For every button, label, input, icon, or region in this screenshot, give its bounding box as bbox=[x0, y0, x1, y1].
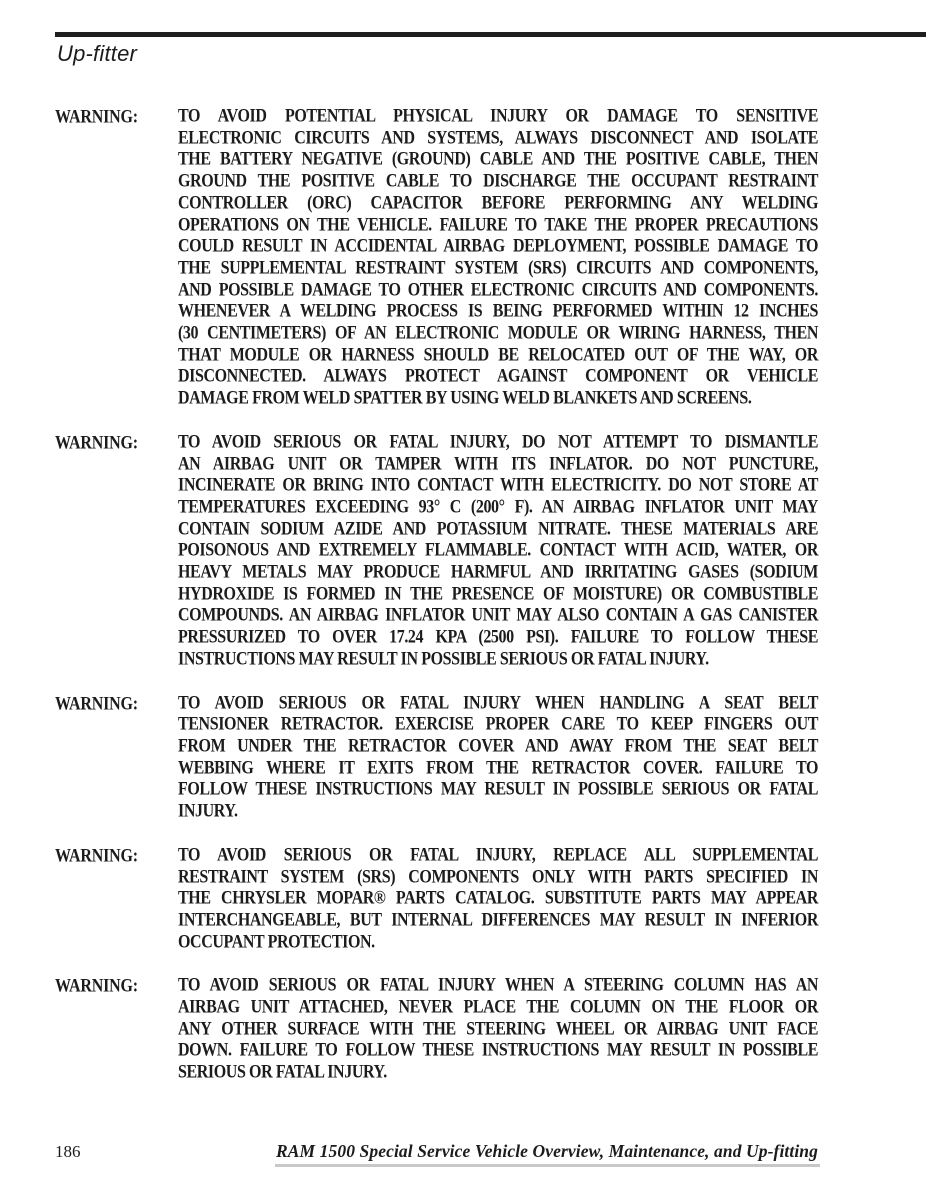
warning-line: THE SUPPLEMENTAL RESTRAINT SYSTEM (SRS) CIRCUITS AND COMPONENTS, bbox=[178, 258, 818, 279]
warning-label: WARNING: bbox=[55, 845, 138, 866]
warning-text bbox=[178, 975, 818, 1084]
warning-line: POISONOUS AND EXTREMELY FLAMMABLE. CONTACT WITH ACID, WATER, OR bbox=[178, 540, 818, 561]
warning-text bbox=[178, 106, 818, 410]
warning-line: THE CHRYSLER MOPAR® PARTS CATALOG. SUBSTITUTE PARTS MAY APPEAR bbox=[178, 888, 818, 909]
warning-line: TEMPERATURES EXCEEDING 93° C (200° F). AN AIRBAG INFLATOR UNIT MAY bbox=[178, 497, 818, 518]
warning-line: TO AVOID SERIOUS OR FATAL INJURY WHEN A STEERING COLUMN HAS AN bbox=[178, 975, 818, 996]
warning-line: ELECTRONIC CIRCUITS AND SYSTEMS, ALWAYS DISCONNECT AND ISOLATE bbox=[178, 128, 818, 149]
warning-line: AN AIRBAG UNIT OR TAMPER WITH ITS INFLATOR. DO NOT PUNCTURE, bbox=[178, 453, 818, 475]
warning-text bbox=[178, 432, 818, 671]
page-heading: Up-fitter bbox=[57, 41, 138, 66]
warning-line: AIRBAG UNIT ATTACHED, NEVER PLACE THE COLUMN ON THE FLOOR OR bbox=[178, 997, 818, 1018]
footer-rule bbox=[275, 1164, 820, 1167]
warning-line: TO AVOID SERIOUS OR FATAL INJURY, DO NOT ATTEMPT TO DISMANTLE bbox=[178, 432, 818, 453]
warning-line: DAMAGE FROM WELD SPATTER BY USING WELD BLANKETS AND SCREENS. bbox=[178, 388, 752, 409]
page-number: 186 bbox=[55, 1142, 81, 1161]
warning-line: HYDROXIDE IS FORMED IN THE PRESENCE OF MOISTURE) OR COMBUSTIBLE bbox=[178, 584, 818, 605]
warning-text bbox=[178, 693, 818, 823]
warning-line: THAT MODULE OR HARNESS SHOULD BE RELOCATED OUT OF THE WAY, OR bbox=[178, 345, 818, 366]
warning-line: INSTRUCTIONS MAY RESULT IN POSSIBLE SERIOUS OR FATAL INJURY. bbox=[178, 649, 709, 670]
warning-text bbox=[178, 845, 818, 954]
warning-line: WHENEVER A WELDING PROCESS IS BEING PERFORMED WITHIN 12 INCHES bbox=[178, 301, 818, 322]
warning-line: OPERATIONS ON THE VEHICLE. FAILURE TO TAKE THE PROPER PRECAUTIONS bbox=[178, 214, 818, 235]
warning-line: ANY OTHER SURFACE WITH THE STEERING WHEEL OR AIRBAG UNIT FACE bbox=[178, 1019, 818, 1040]
warning-line: INTERCHANGEABLE, BUT INTERNAL DIFFERENCES MAY RESULT IN INFERIOR bbox=[178, 910, 818, 931]
warning-line: THE BATTERY NEGATIVE (GROUND) CABLE AND THE POSITIVE CABLE, THEN bbox=[178, 149, 818, 170]
warning-row bbox=[55, 432, 818, 671]
warning-line: TENSIONER RETRACTOR. EXERCISE PROPER CARE TO KEEP FINGERS OUT bbox=[178, 714, 818, 735]
warning-line: PRESSURIZED TO OVER 17.24 KPA (2500 PSI). FAILURE TO FOLLOW THESE bbox=[178, 627, 818, 648]
warning-line: CONTROLLER (ORC) CAPACITOR BEFORE PERFORMING ANY WELDING bbox=[178, 193, 818, 214]
warning-line: DOWN. FAILURE TO FOLLOW THESE INSTRUCTIONS MAY RESULT IN POSSIBLE bbox=[178, 1040, 818, 1061]
header-rule bbox=[55, 32, 926, 37]
warning-line: TO AVOID SERIOUS OR FATAL INJURY WHEN HANDLING A SEAT BELT bbox=[178, 692, 818, 714]
warning-line: (30 CENTIMETERS) OF AN ELECTRONIC MODULE OR WIRING HARNESS, THEN bbox=[178, 323, 818, 344]
warning-line: INCINERATE OR BRING INTO CONTACT WITH ELECTRICITY. DO NOT STORE AT bbox=[178, 475, 818, 496]
warning-line: COULD RESULT IN ACCIDENTAL AIRBAG DEPLOYMENT, POSSIBLE DAMAGE TO bbox=[178, 236, 818, 257]
warning-row bbox=[55, 693, 818, 823]
warning-label: WARNING: bbox=[55, 106, 138, 128]
warning-row bbox=[55, 975, 818, 1084]
warning-line: WEBBING WHERE IT EXITS FROM THE RETRACTOR COVER. FAILURE TO bbox=[178, 758, 818, 779]
warning-line: OCCUPANT PROTECTION. bbox=[178, 932, 375, 953]
page-footer bbox=[55, 1141, 818, 1162]
warning-row bbox=[55, 106, 818, 410]
warning-line: AND POSSIBLE DAMAGE TO OTHER ELECTRONIC CIRCUITS AND COMPONENTS. bbox=[178, 280, 818, 301]
warning-label: WARNING: bbox=[55, 693, 138, 714]
warning-line: DISCONNECTED. ALWAYS PROTECT AGAINST COMPONENT OR VEHICLE bbox=[178, 366, 818, 387]
warning-label: WARNING: bbox=[55, 976, 138, 997]
footer-title: RAM 1500 Special Service Vehicle Overview, Maintenance, and Up-fitting bbox=[275, 1141, 818, 1161]
warning-line: COMPOUNDS. AN AIRBAG INFLATOR UNIT MAY ALSO CONTAIN A GAS CANISTER bbox=[178, 605, 818, 626]
warning-line: FROM UNDER THE RETRACTOR COVER AND AWAY FROM THE SEAT BELT bbox=[178, 736, 818, 757]
warning-line: SERIOUS OR FATAL INJURY. bbox=[178, 1062, 387, 1083]
warning-row bbox=[55, 845, 818, 954]
warnings bbox=[55, 106, 818, 1106]
warning-line: INJURY. bbox=[178, 801, 238, 822]
warning-line: FOLLOW THESE INSTRUCTIONS MAY RESULT IN POSSIBLE SERIOUS OR FATAL bbox=[178, 779, 818, 800]
warning-line: GROUND THE POSITIVE CABLE TO DISCHARGE THE OCCUPANT RESTRAINT bbox=[178, 171, 818, 192]
warning-label: WARNING: bbox=[55, 432, 138, 453]
warning-line: TO AVOID POTENTIAL PHYSICAL INJURY OR DAMAGE TO SENSITIVE bbox=[178, 106, 818, 127]
warning-line: RESTRAINT SYSTEM (SRS) COMPONENTS ONLY WITH PARTS SPECIFIED IN bbox=[178, 866, 818, 887]
warning-line: HEAVY METALS MAY PRODUCE HARMFUL AND IRRITATING GASES (SODIUM bbox=[178, 562, 818, 583]
warning-line: TO AVOID SERIOUS OR FATAL INJURY, REPLACE ALL SUPPLEMENTAL bbox=[178, 845, 818, 866]
warning-line: CONTAIN SODIUM AZIDE AND POTASSIUM NITRATE. THESE MATERIALS ARE bbox=[178, 519, 818, 540]
